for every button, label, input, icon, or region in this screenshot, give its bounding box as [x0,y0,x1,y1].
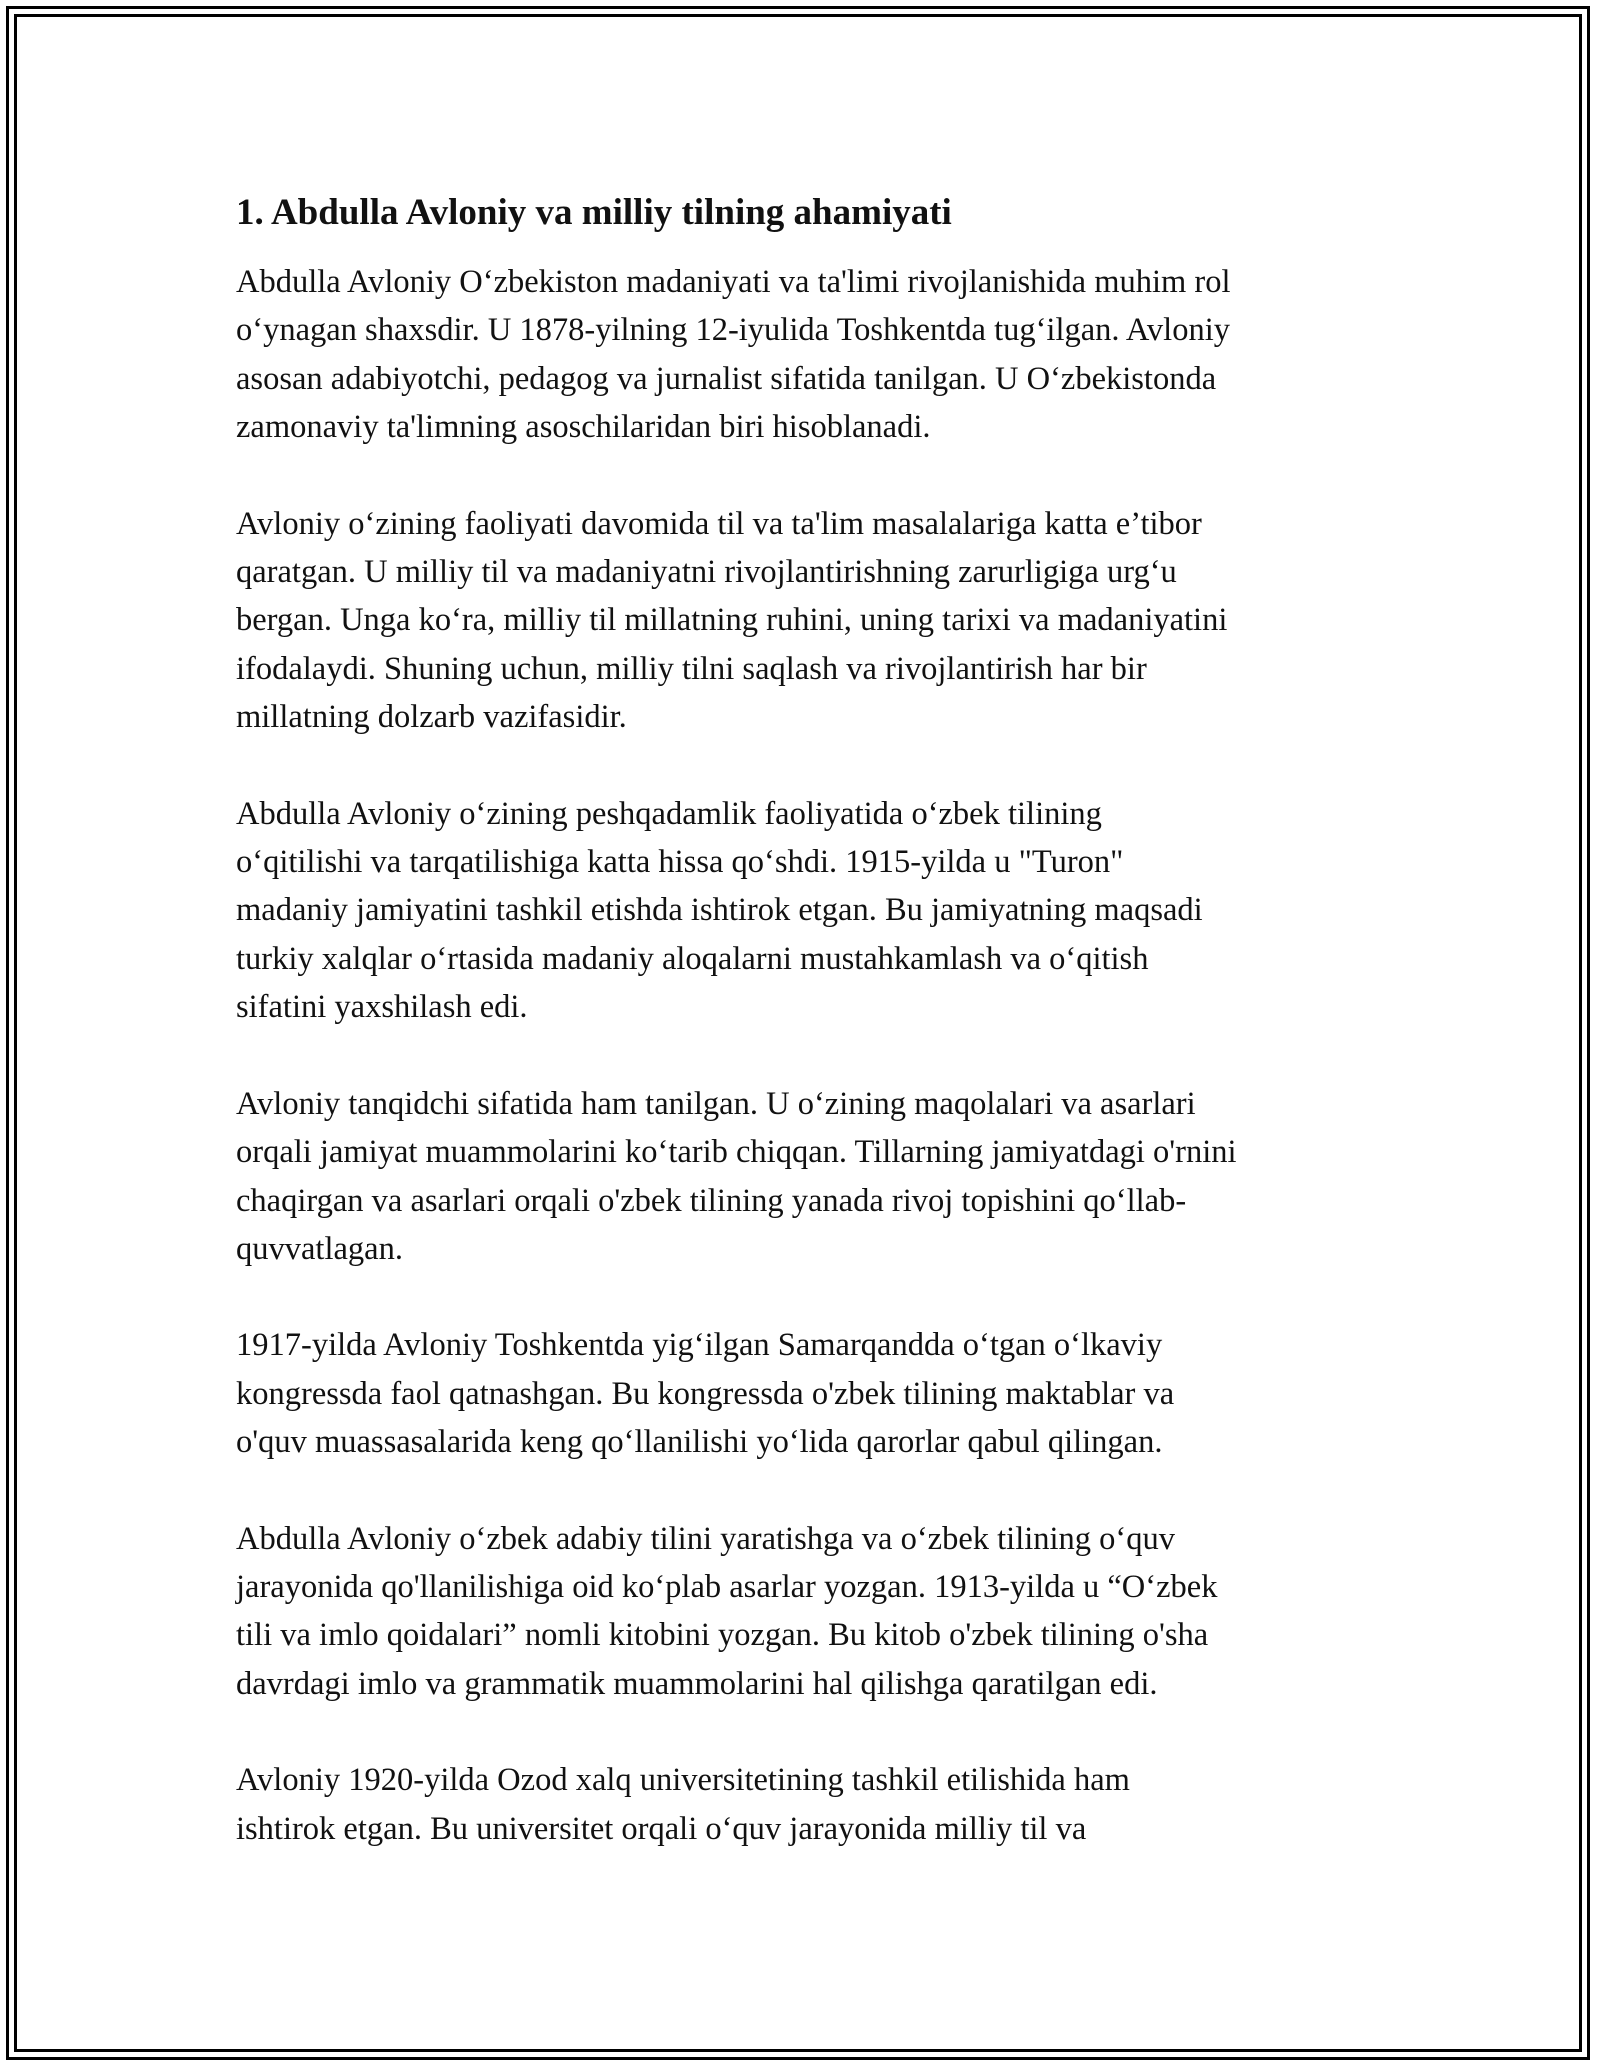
text-line: zamonaviy ta'limning asoschilaridan biri hisoblanadi. [236,409,931,446]
text-line: chaqirgan va asarlari orqali o'zbek tilining yanada rivoj topishini qo‘llab- [236,1182,1187,1219]
text-line: ishtirok etgan. Bu universitet orqali o‘quv jarayonida milliy til va [236,1810,1087,1847]
paragraph-5 [236,1321,1376,1466]
text-line: quvvatlagan. [236,1230,403,1267]
paragraph-1 [236,258,1376,452]
text-line: Abdulla Avloniy O‘zbekiston madaniyati va ta'limi rivojlanishida muhim rol [236,264,1231,300]
text-line: sifatini yaxshilash edi. [236,989,528,1026]
paragraph-4 [236,1080,1376,1274]
text-line: Abdulla Avloniy o‘zbek adabiy tilini yaratishga va o‘zbek tilining o‘quv [236,1520,1175,1557]
text-line: tili va imlo qoidalari” nomli kitobini yozgan. Bu kitob o'zbek tilining o'sha [236,1617,1209,1654]
paragraph-3 [236,790,1376,1032]
text-line: millatning dolzarb vazifasidir. [236,699,627,736]
text-line: madaniy jamiyatini tashkil etishda ishtirok etgan. Bu jamiyatning maqsadi [236,892,1203,929]
paragraph-7 [236,1756,1376,1853]
paragraph-2 [236,500,1376,742]
text-line: o'quv muassasalarida keng qo‘llanilishi yo‘lida qarorlar qabul qilingan. [236,1424,1163,1461]
text-line: Avloniy 1920-yilda Ozod xalq universitetining tashkil etilishida ham [236,1762,1130,1799]
text-line: Abdulla Avloniy o‘zining peshqadamlik faoliyatida o‘zbek tilining [236,795,1102,832]
text-line: 1917-yilda Avloniy Toshkentda yig‘ilgan Samarqandda o‘tgan o‘lkaviy [236,1327,1163,1364]
text-line: davrdagi imlo va grammatik muammolarini hal qilishga qaratilgan edi. [236,1665,1158,1702]
text-line: o‘ynagan shaxsdir. U 1878-yilning 12-iyulida Toshkentda tug‘ilgan. Avloniy [236,312,1230,349]
text-line: kongressda faol qatnashgan. Bu kongressda o'zbek tilining maktablar va [236,1375,1175,1412]
section-heading: 1. Abdulla Avloniy va milliy tilning ahamiyati [236,192,952,233]
text-line: ifodalaydi. Shuning uchun, milliy tilni saqlash va rivojlantirish har bir [236,650,1147,687]
text-line: Avloniy o‘zining faoliyati davomida til va ta'lim masalalariga katta e’tibor [236,505,1202,542]
paragraph-6 [236,1515,1376,1709]
text-line: orqali jamiyat muammolarini ko‘tarib chiqqan. Tillarning jamiyatdagi o'rnini [236,1134,1237,1171]
text-line: asosan adabiyotchi, pedagog va jurnalist sifatida tanilgan. U O‘zbekistonda [236,360,1217,397]
text-line: jarayonida qo'llanilishiga oid ko‘plab asarlar yozgan. 1913-yilda u “O‘zbek [236,1568,1218,1605]
text-line: turkiy xalqlar o‘rtasida madaniy aloqalarni mustahkamlash va o‘qitish [236,940,1149,977]
text-line: qaratgan. U milliy til va madaniyatni rivojlantirishning zarurligiga urg‘u [236,554,1177,591]
document-body [236,190,1376,1901]
text-line: o‘qitilishi va tarqatilishiga katta hissa qo‘shdi. 1915-yilda u "Turon" [236,844,1124,881]
text-line: bergan. Unga ko‘ra, milliy til millatning ruhini, uning tarixi va madaniyatini [236,602,1228,639]
text-line: Avloniy tanqidchi sifatida ham tanilgan. U o‘zining maqolalari va asarlari [236,1085,1196,1122]
